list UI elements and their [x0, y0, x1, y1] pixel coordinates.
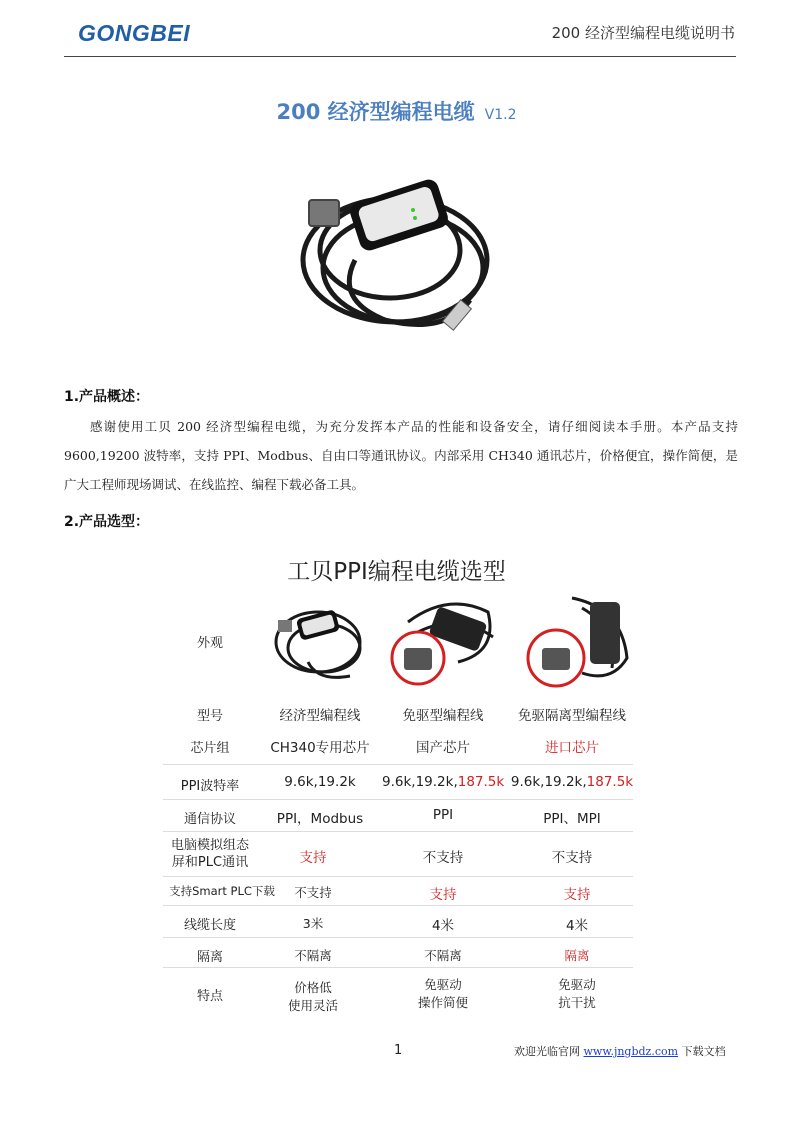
- baud-driverless-base: 9.6k,19.2k,: [382, 774, 458, 790]
- protocol-driverless: PPI: [432, 807, 454, 823]
- chip-economy: CH340专用芯片: [270, 740, 370, 756]
- isolation-isolated: 隔离: [564, 948, 590, 963]
- footer-text-post: 下载文档: [678, 1045, 726, 1058]
- length-isolated: 4米: [565, 918, 589, 934]
- baud-driverless-high: 187.5k: [457, 774, 505, 790]
- features-driverless: [382, 976, 504, 1012]
- features-economy: [258, 979, 368, 1015]
- chip-driverless: 国产芯片: [416, 740, 470, 756]
- pc-sim-economy: 支持: [299, 850, 327, 866]
- row-label-baud: PPI波特率: [180, 779, 240, 794]
- pc-sim-isolated: 不支持: [551, 850, 593, 866]
- product-photo-driverless: [388, 592, 503, 692]
- baud-isolated-base: 9.6k,19.2k,: [510, 774, 587, 790]
- feature-isolated-1: 免驱动: [558, 977, 596, 992]
- length-driverless: 4米: [431, 918, 455, 934]
- feature-isolated-2: 抗干扰: [558, 995, 596, 1010]
- pc-sim-driverless: 不支持: [422, 850, 464, 866]
- row-divider: [163, 967, 633, 968]
- overview-paragraph: 感谢使用工贝 200 经济型编程电缆，为充分发挥本产品的性能和设备安全，请仔细阅读本手册。本产品支持 9600,19200 波特率，支持 PPI、Modbus、自由口等通讯协议。内部采用 CH340 通讯芯片，价格便宜，操作简便，是广大工程师现场调试、在线监控、编程下载必备工具。: [64, 419, 738, 492]
- header-divider: [64, 56, 736, 57]
- row-divider: [163, 937, 633, 938]
- version-label: V1.2: [484, 107, 517, 123]
- page-title-text: 200 经济型编程电缆: [276, 100, 475, 124]
- row-label-model: 型号: [196, 709, 223, 724]
- model-driverless: 免驱型编程线: [402, 708, 484, 724]
- product-photo-isolated: [522, 588, 637, 692]
- row-divider: [163, 905, 633, 906]
- row-divider: [163, 799, 633, 800]
- footer-text-pre: 欢迎光临官网: [514, 1045, 584, 1058]
- section-heading-overview: 1.产品概述：: [64, 389, 150, 405]
- row-label-length: 线缆长度: [183, 918, 236, 933]
- baud-driverless: [382, 774, 504, 790]
- baud-isolated: [504, 774, 640, 790]
- row-label-chip: 芯片组: [190, 741, 230, 756]
- feature-driverless-1: 免驱动: [424, 977, 462, 992]
- baud-economy: 9.6k,19.2k: [284, 774, 356, 790]
- smart-economy: 不支持: [294, 885, 332, 900]
- smart-isolated: 支持: [563, 887, 591, 903]
- protocol-isolated: PPI、MPI: [543, 811, 601, 827]
- cable-product-photo: [295, 150, 510, 370]
- brand-logo: GONGBEI: [78, 20, 191, 46]
- page-title: [0, 96, 793, 126]
- row-label-pc-sim-line2: 屏和PLC通讯: [171, 855, 249, 870]
- document-header-title: 200 经济型编程电缆说明书: [551, 24, 735, 42]
- row-divider: [163, 876, 633, 877]
- model-economy: 经济型编程线: [279, 708, 361, 724]
- selection-table-title: 工贝PPI编程电缆选型: [287, 559, 506, 585]
- length-economy: 3米: [302, 916, 324, 931]
- smart-driverless: 支持: [429, 887, 457, 903]
- website-link[interactable]: www.jngbdz.com: [583, 1045, 679, 1058]
- feature-economy-1: 价格低: [294, 980, 332, 995]
- row-label-pc-simulation: [163, 837, 257, 871]
- row-label-smart-plc: 支持Smart PLC下载: [169, 884, 275, 898]
- isolation-driverless: 不隔离: [424, 948, 462, 963]
- row-divider: [163, 764, 633, 765]
- section-heading-selection: 2.产品选型：: [64, 514, 150, 530]
- chip-isolated: 进口芯片: [545, 740, 599, 756]
- row-label-protocol: 通信协议: [183, 812, 236, 827]
- row-label-isolation: 隔离: [196, 950, 223, 965]
- feature-driverless-2: 操作简便: [417, 995, 468, 1010]
- product-photo-economy: [268, 592, 378, 692]
- model-isolated: 免驱隔离型编程线: [518, 708, 626, 724]
- baud-isolated-high: 187.5k: [586, 774, 634, 790]
- row-label-features: 特点: [196, 989, 223, 1004]
- page-number: 1: [394, 1043, 403, 1058]
- protocol-economy: PPI，Modbus: [276, 811, 364, 827]
- row-divider: [163, 831, 633, 832]
- row-label-pc-sim-line1: 电脑模拟组态: [170, 838, 249, 853]
- isolation-economy: 不隔离: [294, 948, 332, 963]
- row-label-appearance: 外观: [196, 636, 223, 651]
- footer-note: [514, 1043, 726, 1059]
- feature-economy-2: 使用灵活: [287, 998, 338, 1013]
- features-isolated: [504, 976, 650, 1012]
